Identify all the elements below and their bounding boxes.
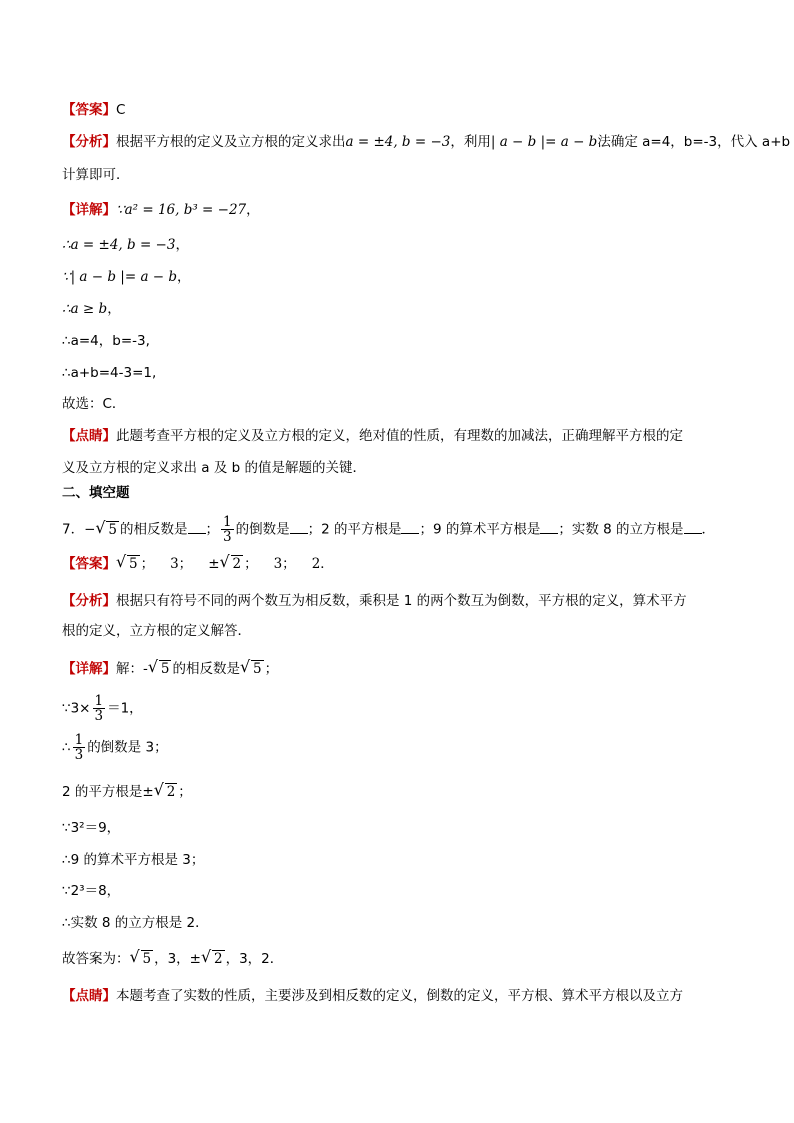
radicand: 2 [232, 556, 242, 572]
numerator: 1 [74, 732, 84, 748]
comment-label: 【点睛】 [62, 988, 116, 1004]
detail-text: ＝1， [107, 700, 143, 717]
sqrt-2 [155, 783, 178, 801]
denominator: 3 [74, 747, 84, 763]
denominator: 3 [94, 708, 104, 724]
q6-comment-line-1 [62, 427, 683, 445]
q6-analysis-line-1 [62, 133, 790, 151]
detail-label: 【详解】 [62, 202, 116, 218]
sqrt-5 [131, 950, 154, 968]
formula: | a − b |= a − b [490, 134, 598, 150]
analysis-text: 法确定 a=4，b=-3，代入 a+b [597, 134, 791, 150]
punct: ． [701, 521, 716, 538]
q6-analysis-line-2: 计算即可． [62, 167, 130, 183]
punct: ， [177, 269, 191, 285]
sqrt-5 [241, 660, 264, 678]
detail-text: ∵3× [62, 700, 91, 717]
detail-text: ∴ [62, 739, 71, 756]
radicand: 5 [252, 661, 262, 677]
analysis-text: ，利用 [450, 134, 491, 150]
comment-text: 此题考查平方根的定义及立方根的定义，绝对值的性质，有理数的加减法，正确理解平方根的定 [116, 428, 683, 444]
answer-blank [401, 521, 419, 534]
radicand: 5 [108, 521, 117, 538]
q7-analysis-line-2: 根的定义，立方根的定义解答． [62, 623, 251, 639]
detail-text: 解：- [116, 661, 148, 677]
comment-text: 本题考查了实数的性质，主要涉及到相反数的定义，倒数的定义，平方根、算术平方根以及立方 [116, 988, 683, 1004]
formula: ∵| a − b |= a − b [62, 269, 178, 285]
q6-detail-step: ∴a+b=4-3=1, [62, 365, 157, 381]
detail-text: 故答案为： [62, 951, 130, 967]
formula: ∴a = ±4, b = −3 [62, 237, 176, 253]
sqrt-5 [117, 555, 140, 573]
answer-value: 2． [311, 556, 334, 572]
punct: ； [178, 784, 192, 800]
punct: ； [205, 521, 219, 538]
q7-detail-step [62, 694, 143, 723]
radicand: 2 [214, 951, 223, 967]
analysis-text: 根据只有符号不同的两个数互为相反数，乘积是 1 的两个数互为倒数，平方根的定义，算术平方 [116, 593, 687, 609]
q7-detail-step [62, 783, 192, 801]
q7-answer-line [62, 555, 334, 573]
answer-value: 3； [273, 556, 296, 572]
numerator: 1 [94, 693, 104, 709]
analysis-text: 根据平方根的定义及立方根的定义求出 [116, 134, 346, 150]
formula: ∴a ≥ b [62, 301, 108, 317]
punct: ， [246, 202, 260, 218]
q7-detail-step: ∴实数 8 的立方根是 2． [62, 915, 209, 931]
section-title: 二、填空题 [62, 485, 130, 501]
radicand: 2 [166, 784, 176, 800]
sqrt-2 [221, 555, 244, 573]
question-text: ；实数 8 的立方根是 [558, 521, 684, 538]
q7-analysis-line-1 [62, 592, 687, 610]
comment-label: 【点睛】 [62, 428, 116, 444]
q7-detail-step: ∵2³＝8， [62, 883, 121, 899]
fraction-1-3 [93, 694, 106, 723]
formula: a = ±4, b = −3 [345, 134, 451, 150]
plus-minus: ± [208, 556, 220, 572]
detail-label: 【详解】 [62, 661, 116, 677]
punct: ； [140, 556, 155, 572]
q7-question [62, 515, 715, 544]
q6-comment-line-2: 义及立方根的定义求出 a 及 b 的值是解题的关键． [62, 460, 367, 476]
question-text: 的倒数是 [235, 521, 290, 538]
formula: ∵a² = 16, b³ = −27 [116, 202, 247, 218]
minus-sign: − [84, 521, 96, 538]
radicand: 5 [160, 661, 170, 677]
detail-text: 2 的平方根是± [62, 784, 154, 800]
q6-detail-step [62, 300, 121, 318]
analysis-label: 【分析】 [62, 593, 116, 609]
q7-comment-line-1 [62, 987, 683, 1005]
q6-detail-step: ∴a=4，b=-3, [62, 333, 150, 349]
question-text: ；2 的平方根是 [307, 521, 402, 538]
answer-blank [290, 521, 308, 534]
q7-detail-line-1 [62, 660, 278, 678]
radicand: 5 [142, 951, 152, 967]
punct: ； [244, 556, 258, 572]
detail-text: 的倒数是 3； [87, 739, 168, 756]
question-text: 的相反数是 [120, 521, 188, 538]
fraction-1-3 [221, 515, 234, 544]
q6-detail-conclusion: 故选：C． [62, 396, 126, 412]
q6-answer-line [62, 101, 125, 119]
q6-detail-step [62, 268, 191, 286]
analysis-label: 【分析】 [62, 134, 116, 150]
punct: ； [264, 661, 279, 677]
numerator: 1 [223, 514, 232, 530]
q7-detail-conclusion [62, 950, 283, 968]
detail-text: 的相反数是 [172, 661, 240, 677]
denominator: 3 [223, 529, 232, 545]
answer-value: C [116, 102, 126, 118]
answer-blank [188, 521, 206, 534]
q7-detail-step: ∵3²＝9， [62, 820, 121, 836]
punct: ， [175, 237, 189, 253]
answer-label: 【答案】 [62, 556, 116, 572]
answer-label: 【答案】 [62, 102, 116, 118]
punct: ， [107, 301, 121, 317]
q7-detail-step [62, 733, 168, 762]
answer-blank [684, 521, 702, 534]
q6-detail-line-1 [62, 201, 260, 219]
question-text: ；9 的算术平方根是 [419, 521, 541, 538]
q7-detail-step: ∴9 的算术平方根是 3； [62, 852, 205, 868]
question-number: 7． [62, 521, 85, 538]
sqrt-5 [149, 660, 172, 678]
answer-value: 3； [170, 556, 193, 572]
sqrt-5 [96, 521, 119, 539]
detail-text: ，3，± [154, 951, 201, 967]
answer-blank [540, 521, 558, 534]
q6-detail-step [62, 236, 189, 254]
fraction-1-3 [73, 733, 86, 762]
radicand: 5 [129, 556, 138, 572]
sqrt-2 [202, 950, 225, 968]
detail-text: ，3，2． [225, 951, 284, 967]
